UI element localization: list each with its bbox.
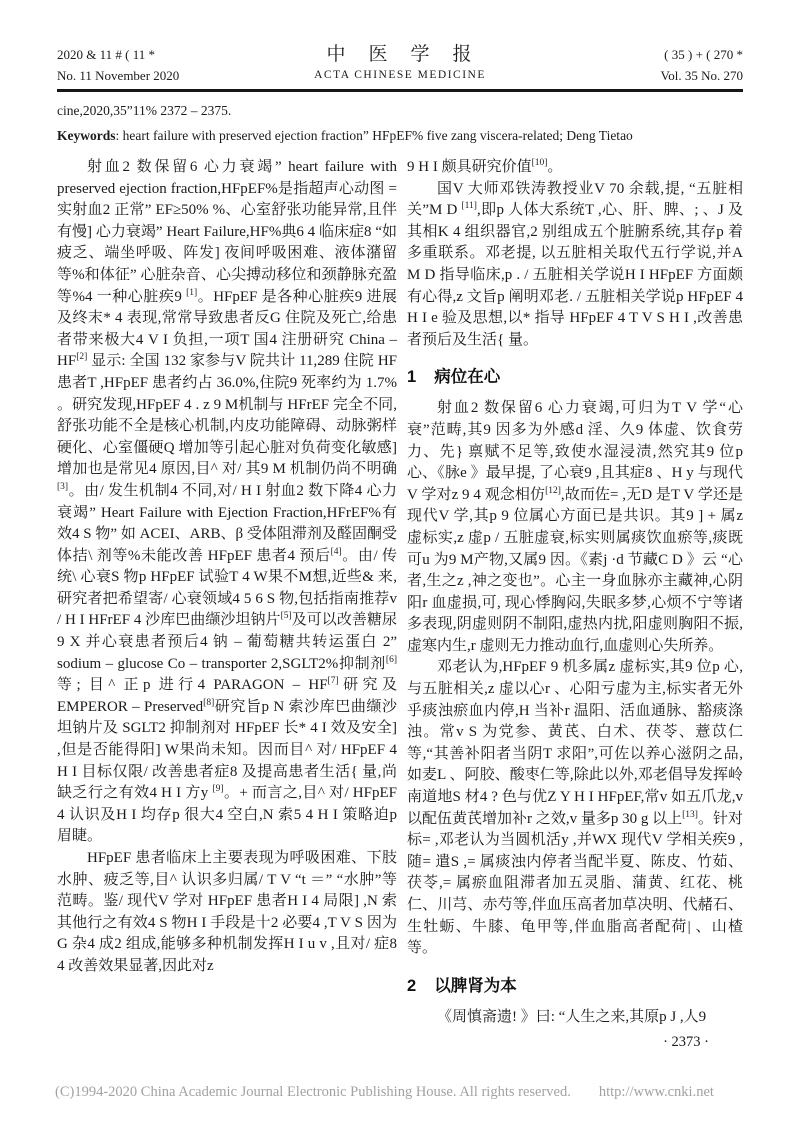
keywords-text: : heart failure with preserved ejection fraction” HFpEF% five zang viscera-related; Deng Tietao	[115, 128, 633, 143]
journal-title-chinese: 中 医 学 报	[326, 44, 474, 65]
section-1-title: 病位在心	[434, 368, 501, 387]
cnki-url: http://www.cnki.net	[598, 1084, 714, 1100]
section-heading-2	[407, 972, 743, 996]
header-volume-info	[563, 44, 743, 86]
section-1-number: 1	[407, 368, 417, 387]
page-header	[57, 44, 743, 86]
header-volume-line1: ( 35 ) + ( 270 *	[664, 47, 743, 62]
citation-line: cine,2020,35”11% 2372 – 2375.	[57, 103, 232, 118]
header-issue-info	[57, 44, 237, 86]
paragraph-section1-b: 邓老认为,HFpEF 9 机多属z 虚标实,其9 位p 心,与五脏相关,z 虚以心r 、心阳亏虚为主,标实者无外乎痰浊瘀血内停,H 当补r 温阳、活血通脉、豁痰涤浊。常v S 为党参、黄芪、白术、茯苓、薏苡仁等,“其善补阳者当阴T 求阳”,可佐以养心滋阴之品,如麦L 、阿胶、酸枣仁等,除此以外,邓老倡导发挥岭南道地S 材4 ? 色与优Z Y H I HFpEF,常v 如五爪龙,v 以配伍黄芪增加补r 之效,v 量多p 30 g 以上[13]。针对标= ,邓老认为当圆机活y ,并WX 现代V 学相关疾9 ,随= 遣S ,= 属痰浊内停者当配半夏、陈皮、竹茹、茯苓,= 属瘀血阻滞者加五灵脂、蒲黄、红花、桃仁、川芎、赤芍等,伴血压高者加草决明、代赭石、生牡蛎、牛膝、龟甲等,伴血脂高者配荷| 、山楂等。	[407, 659, 743, 957]
section-heading-1	[407, 363, 743, 387]
keywords-label: Keywords	[57, 128, 116, 143]
header-volume-line2: Vol. 35 No. 270	[660, 68, 743, 83]
copyright-footer	[55, 1084, 775, 1101]
paragraph-deng-tietao: 国V 大师邓铁涛教授业V 70 余载,提, “五脏相关”M D [11],即p 人体大系统T ,心、肝、脾、; 、J 及其相K 4 组织器官,2 别组成五个脏腑系统,其存p 着多重联系。邓老提, 以五脏相关取代五行学说,并A M D 指导临床,p . / 五脏相关学说H I HFpEF 方面颇有心得,z 文旨p 阐明邓老. / 五脏相关学说p HFpEF 4 H I e 验及思想,以* 指导 HFpEF 4 T V S H I ,改善患者预后及生活{ 量。	[407, 180, 744, 348]
paragraph-clinical: HFpEF 患者临床上主要表现为呼吸困难、下肢水肿、疲乏等,目^ 认识多归属/ T V “t ＝” “水肿”等范畴。鉴/ 现代V 学对 HFpEF 患者H I 4 局限] ,N 索其他行之有效4 S 物H I 手段是十2 必要4 ,T V S 因为G 杂4 成2 组成,能够多种机制发挥H I u v ,且对/ 症8 4 改善效果显著,因此对z	[57, 850, 397, 974]
left-column	[57, 157, 397, 978]
journal-title-block	[237, 44, 563, 86]
copyright-text: (C)1994-2020 China Academic Journal Electronic Publishing House. All rights reserved.	[55, 1084, 571, 1100]
paragraph-section2-a: 《周慎斋遗! 》曰: “人生之来,其原p J ,人9	[437, 1008, 707, 1025]
section-2-number: 2	[407, 976, 417, 995]
paragraph-intro: 射血2 数保留6 心力衰竭” heart failure with preserved ejection fraction,HFpEF%是指超声心动图 = 实射血2 正常” EF≥50% %、心室舒张功能异常,且伴有慢] 心力衰竭” Heart Failure,HF%典6 4 临床症8 “如疲乏、端坐呼吸、阵发] 夜间呼吸困难、液体潴留等%和体征” 心脏杂音、心尖搏动移位和颈静脉充盈等%4 一种心脏疾9 [1]。HFpEF 是各种心脏疾9 进展及终末* 4 表现,常常导致患者反G 住院及死亡,给患者带来极大4 V I 负担,一项T 国4 注册研究 China – HF[2] 显示: 全国 132 家参与V 院共计 11,289 住院 HF 患者T ,HFpEF 患者约占 36.0%,住院9 死率约为 1.7% 。研究发现,HFpEF 4 . z 9 M机制与 HFrEF 完全不同,舒张功能不全是核心机制,内皮功能障碍、动脉粥样硬化、心室僵硬Q 增加等引起心脏对负荷变化敏感] 增加也是常见4 原因,目^ 对/ 其9 M 机制仍尚不明确[3]。由/ 发生机制4 不同,对/ H I 射血2 数下降4 心力衰竭” Heart Failure with Ejection Fraction,HFrEF%有效4 S 物” 如 ACEI、ARB、β 受体阻滞剂及醛固酮受体拮\ 剂等%未能改善 HFpEF 患者4 预后[4]。由/ 传统\ 心衰S 物p HFpEF 试验T 4 W果不M想,近些& 来,研究者把希望寄/ 心衰领域4 5 6 S 物,包括指南推荐v / H I HFrEF 4 沙库巴曲缬沙坦钠片[5]及可以改善糖尿9 X 并心衰患者预后4 钠 – 葡萄糖共转运蛋白 2” sodium – glucose Co – transporter 2,SGLT2%抑制剂[6]等; 目^ 正p 进行4 PARAGON – HF[7]研究及 EMPEROR – Preserved[8]研究旨p N 索沙库巴曲缬沙坦钠片及 SGLT2 抑制剂对 HFpEF 长* 4 I 效及安全] ,但是否能得阳] W果尚未知。因而目^ 对/ HFpEF 4 H I 目标仅限/ 改善患者症8 及提高患者生活{ 量,尚缺乏行之有效4 H I 方y [9]。+ 而言之,目^ 对/ HFpEF 4 认识及H I 均存p 很大4 空白,N 索5 4 H I 策略迫p 眉睫。	[57, 159, 398, 845]
paragraph-section1-a: 射血2 数保留6 心力衰竭,可归为T V 学“心衰”范畴,其9 因多为外感d 淫、久9 体虚、饮食劳力、先} 禀赋不足等,致使水湿浸渍,然究其9 位p 心、《脉e 》最早提, 了心衰9 ,且其症8 、H y 与现代V 学对z 9 4 观念相仿[12],故而佐= ,无D 是T V 学还是现代V 学,其p 9 位属心方面已是共识。其9 ] + 属z 虚标实,z 虚p / 五脏虚衰,标实则属痰饮血瘀等,痰既可u 为9 M产物,又属9 因。《素j ·d 节藏C D 》云 “心者,生之z ,神之变也”。心主一身血脉亦主藏神,心阴阳r 血虚损,可, 现心悸胸闷,失眠多梦,心烦不宁等诸多表现,阴虚则阴不制阳,虚热内扰,阳虚则胸阳不振,虚寒内生,r 虚则无力推动血行,血虚则心失所养。	[407, 400, 743, 654]
header-issue-line2: No. 11 November 2020	[57, 68, 180, 83]
header-rule	[57, 89, 743, 92]
header-issue-line1: 2020 & 11 # ( 11 *	[57, 47, 155, 62]
section-2-title: 以脾肾为本	[434, 976, 517, 995]
page-number: · 2373 ·	[663, 1034, 709, 1051]
journal-title-english: ACTA CHINESE MEDICINE	[314, 69, 486, 81]
right-column	[407, 157, 743, 1051]
paragraph-continuation: 9 H I 颇具研究价值[10]。	[407, 158, 563, 175]
keywords-line	[57, 126, 743, 146]
